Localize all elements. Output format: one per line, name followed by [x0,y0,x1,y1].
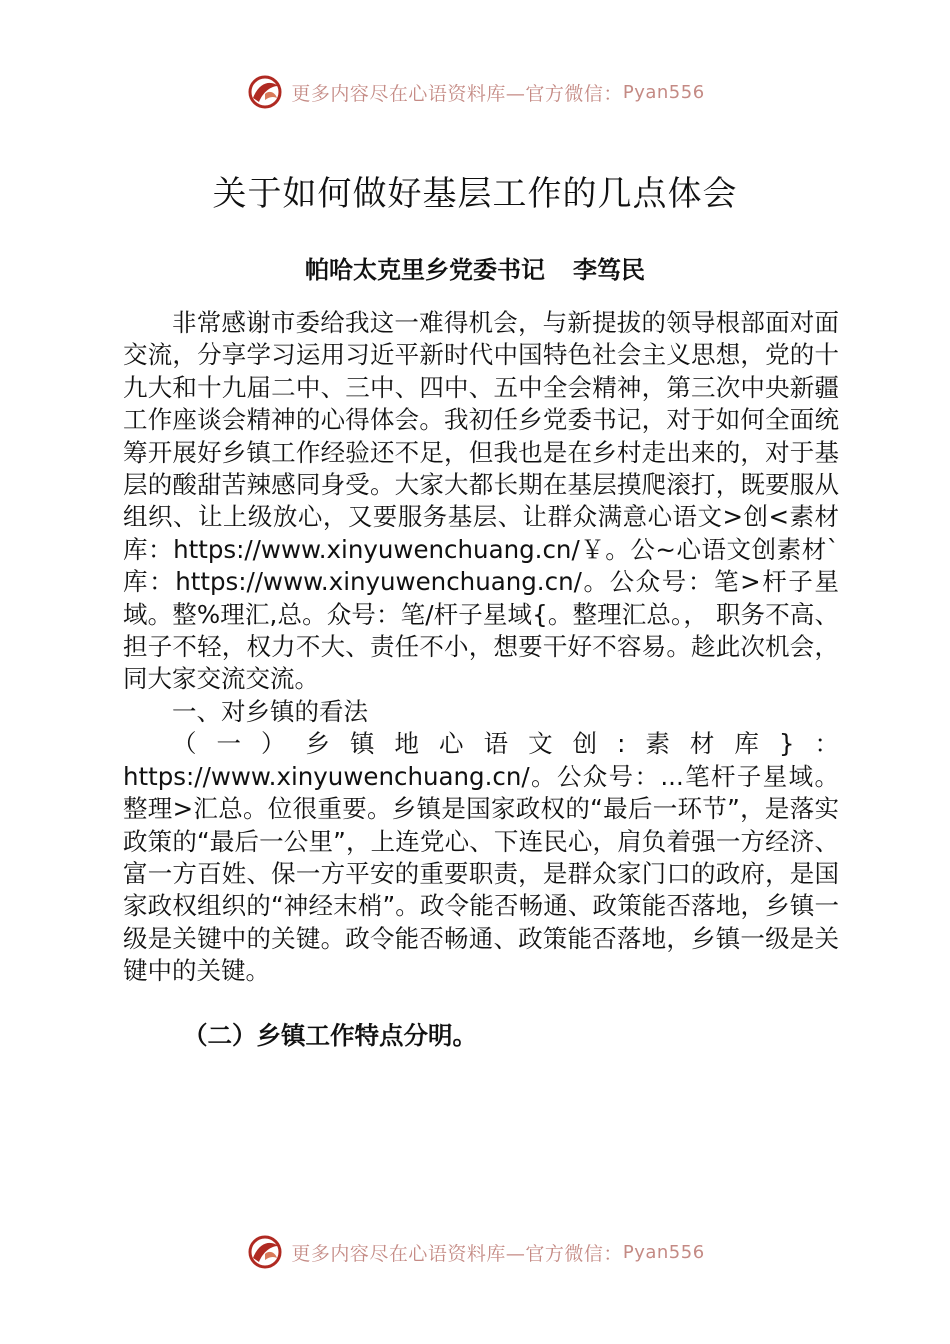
author-name: 李笃民 [573,256,645,284]
header-watermark-banner [0,72,950,112]
banner-wechat-id: Pyan556 [622,1241,705,1263]
banner-wechat-id: Pyan556 [622,81,705,103]
paragraph-intro: 非常感谢市委给我这一难得机会，与新提拔的领导根部面对面交流，分享学习运用习近平新时代中国特色社会主义思想，党的十九大和十九届二中、三中、四中、五中全会精神，第三次中央新疆工作座谈会精神的心得体会。我初任乡党委书记，对于如何全面统筹开展好乡镇工作经验还不足，但我也是在乡村走出来的，对于基层的酸甜苦辣感同身受。大家大都长期在基层摸爬滚打，既要服从组织、让上级放心，又要服务基层、让群众满意心语文>创<素材库：https://www.xinyuwenchuang.cn/￥。公~心语文创素材`库：https://www.xinyuwenchuang.cn/。公众号：笔>杆子星域。整%理汇,总。众号：笔/杆子星域{。整理汇总。， 职务不高、担子不轻，权力不大、责任不小，想要干好不容易。趁此次机会，同大家交流交流。 [123,308,839,694]
section-heading-1: 一、对乡镇的看法 [172,696,368,726]
document-title: 关于如何做好基层工作的几点体会 [212,174,738,214]
paragraph-subsection-1: （一）乡镇地心语文创:素材库}：https://www.xinyuwenchuang.cn/。公众号：...笔杆子星域。整理>汇总。位很重要。乡镇是国家政权的“最后一环节”，是落实政策的“最后一公里”，上连党心、下连民心，肩负着强一方经济、富一方百姓、保一方平安的重要职责，是群众家门口的政府，是国家政权组织的“神经末梢”。政令能否畅通、政策能否落地，乡镇一级是关键中的关键。政令能否畅通、政策能否落地，乡镇一级是关键中的关键。 [123,729,839,986]
red-leaf-swirl-logo-icon [245,72,285,112]
banner-text: 更多内容尽在心语资料库—官方微信： [291,1242,623,1265]
red-leaf-swirl-logo-icon [245,1232,285,1272]
author-organization: 帕哈太克里乡党委书记 [305,256,545,284]
subsection-heading-2: （二）乡镇工作特点分明。 [183,1020,477,1050]
footer-watermark-banner [0,1232,950,1272]
author-line [0,250,950,285]
banner-text: 更多内容尽在心语资料库—官方微信： [291,82,623,105]
document-body [123,307,839,1052]
